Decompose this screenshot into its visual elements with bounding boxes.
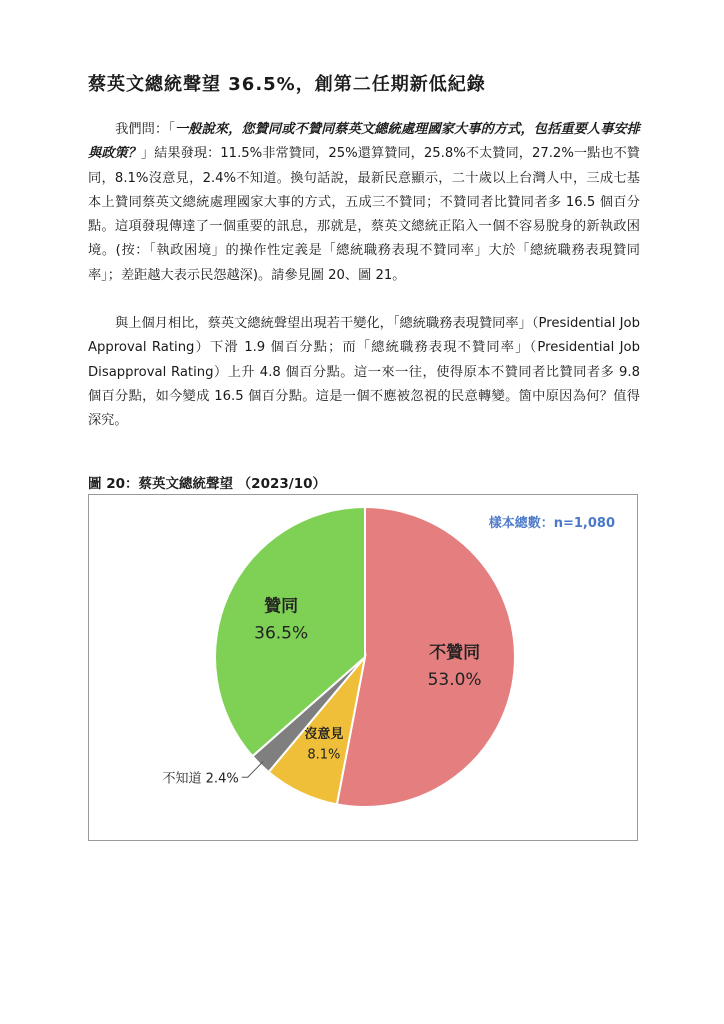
pie-chart bbox=[89, 495, 637, 840]
paragraph-2-text: 與上個月相比，蔡英文總統聲望出現若干變化，「總統職務表現贊同率」（Presidential Job Approval Rating）下滑 1.9 個百分點；而「總統職務表現不贊同率」（Presidential Job Disapproval Rating）上升 4.8 個百分點。這一來一往，使得原本不贊同者比贊同者多 9.8 個百分點，如今變成 16.5 個百分點。這是一個不應被忽視的民意轉變。箇中原因為何？值得深究。 bbox=[88, 316, 640, 429]
slice-no-opinion-value: 8.1% bbox=[307, 747, 341, 763]
slice-agree-value: 36.5% bbox=[254, 623, 309, 644]
slice-agree-label: 贊同 bbox=[264, 596, 299, 617]
sample-size-label: 樣本總數：n=1,080 bbox=[488, 516, 615, 531]
dont-know-label: 不知道 2.4% bbox=[162, 771, 239, 787]
survey-question: 一般說來，您贊同或不贊同蔡英文總統處理國家大事的方式，包括重要人事安排與政策？ bbox=[88, 122, 640, 162]
slice-no-opinion-label: 沒意見 bbox=[304, 726, 344, 742]
paragraph-1 bbox=[88, 118, 640, 288]
slice-disagree-label: 不贊同 bbox=[429, 642, 481, 663]
paragraph-1-rest: 」結果發現：11.5%非常贊同，25%還算贊同，25.8%不太贊同，27.2%一點也不贊同，8.1%沒意見，2.4%不知道。換句話說，最新民意顯示，二十歲以上台灣人中，三成七基本上贊同蔡英文總統處理國家大事的方式，五成三不贊同；不贊同者比贊同者多 16.5 個百分點。這項發現傳達了一個重要的訊息，那就是，蔡英文總統正陷入一個不容易脫身的新執政困境。(按：「執政困境」的操作性定義是「總統職務表現不贊同率」大於「總統職務表現贊同率」；差距越大表示民怨越深)。請參見圖 20、圖 21。 bbox=[88, 146, 640, 283]
figure-caption: 圖 20：蔡英文總統聲望 （2023/10） bbox=[88, 476, 326, 492]
section-heading: 蔡英文總統聲望 36.5%，創第二任期新低紀錄 bbox=[88, 74, 486, 95]
pie-chart-frame bbox=[88, 494, 638, 841]
paragraph-1-lead: 我們問：「 bbox=[115, 122, 175, 137]
slice-disagree-value: 53.0% bbox=[427, 670, 482, 691]
paragraph-2 bbox=[88, 312, 640, 433]
